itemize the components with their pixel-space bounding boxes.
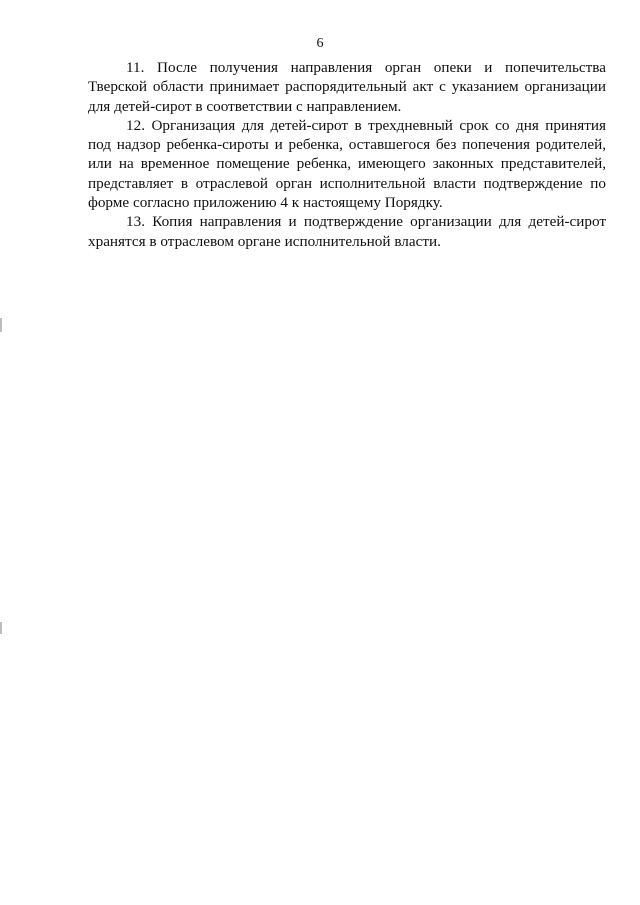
paragraph-12: 12. Организация для детей-сирот в трехдневный срок со дня принятия под надзор ребенка-сироты и ребенка, оставшегося без попечения родителей, или на временное помещение ребенка, имеющего законных представителей, представляет в отраслевой орган исполнительной власти подтверждение по форме согласно приложению 4 к настоящему Порядку.: [88, 116, 606, 212]
page-number: 6: [316, 36, 324, 51]
paragraph-13: 13. Копия направления и подтверждение организации для детей-сирот хранятся в отраслевом органе исполнительной власти.: [88, 213, 606, 250]
paragraph-11: 11. После получения направления орган опеки и попечительства Тверской области принимает распорядительный акт с указанием организации для детей-сирот в соответствии с направлением.: [88, 59, 606, 115]
scan-edge-mark: [0, 622, 2, 634]
scan-edge-mark: [0, 318, 2, 332]
document-body: [88, 58, 606, 251]
